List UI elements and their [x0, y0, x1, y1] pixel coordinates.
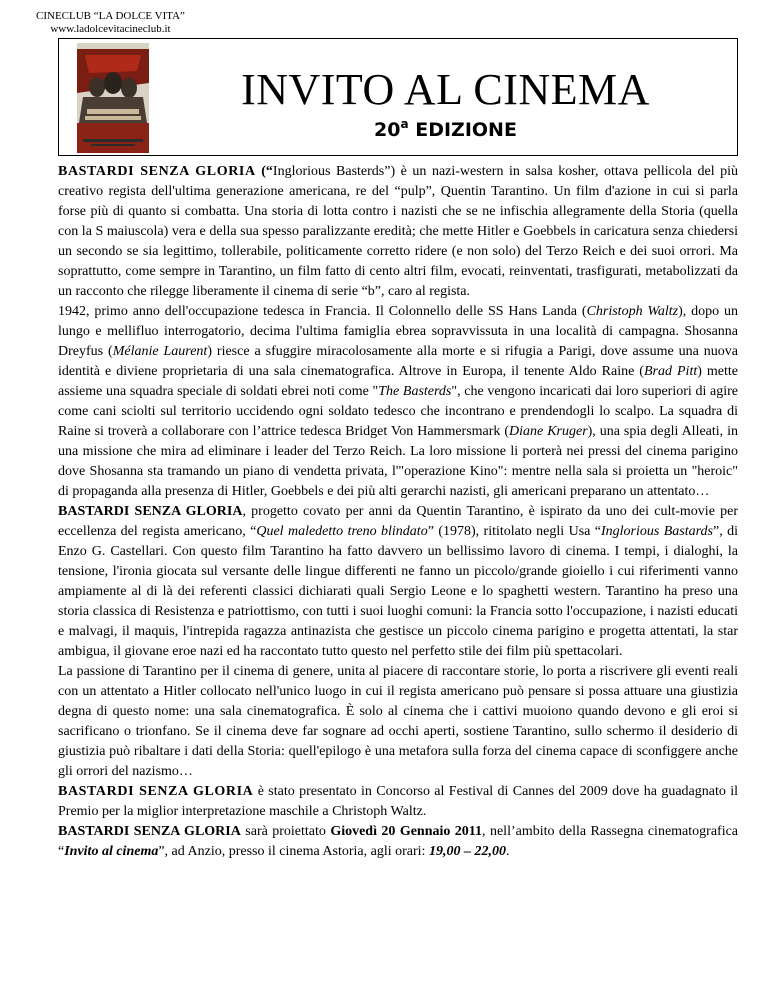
screening-times: 19,00 – 22,00 — [428, 844, 506, 859]
actor-name: Brad Pitt — [643, 364, 698, 379]
paragraph-text: , nell’ambito della Rassegna cinematografica “ — [58, 824, 739, 859]
edition-number: 20 — [374, 119, 401, 141]
referenced-film: Quel maledetto treno blindato — [256, 524, 428, 539]
screening-date: Giovedì 20 Gennaio 2011 — [330, 824, 483, 839]
paragraph-text: ” (1978), ritit​olato negli Usa “ — [427, 524, 601, 539]
paragraph-text: sarà proiettato — [240, 824, 331, 839]
article-body — [58, 162, 738, 862]
plot-text: ), dopo un lungo e mellifluo interrogatorio, decima l'ultima famiglia ebrea sopravvissuta in una località di campagna. Shosanna Dreyfus ( — [58, 304, 738, 359]
club-website: www.ladolcevitacineclub.it — [50, 23, 171, 35]
paragraph-text: , progetto covato per anni da Quentin Tarantino, è ispirato da uno dei cult-movie per eccellenza del regista americano, “ — [58, 504, 738, 539]
edition-word: EDIZIONE — [415, 119, 517, 141]
plot-text: ) mette assieme una squadra speciale di soldati ebrei noti come " — [58, 364, 738, 399]
club-header — [36, 10, 185, 36]
paragraph-text: è stato presentato in Concorso al Festival di Cannes del 2009 dove ha guadagnato il Premio per la miglior interpretazione maschile a Christoph Waltz. — [58, 784, 739, 819]
film-title: BASTARDI SENZA GLORIA — [58, 784, 254, 799]
edition-superscript: a — [400, 117, 409, 131]
paragraph-text: . — [505, 844, 510, 859]
paragraph-screening — [58, 822, 738, 862]
poster-graphic — [77, 43, 149, 153]
actor-name: Diane Kruger — [509, 424, 588, 439]
plot-text: ), una spia degli Alleati, in una missione che mira ad eliminare i leader del Terzo Reich. La loro missione li porterà nei pressi del cinema parigino dove Shosanna sta tramando un piano di vendetta privata, l'"operazione Kino": mentre nella sala si proietta un "heroic" di propaganda alla presenza di Hitler, Goebbels e dei più alti gerarchi nazisti, gli americani preparano un attentato… — [58, 424, 738, 499]
film-title: BASTARDI SENZA GLORIA — [58, 164, 256, 179]
film-title: BASTARDI SENZA GLORIA — [58, 504, 243, 519]
paragraph-intro — [58, 162, 738, 302]
paren-open: (“ — [255, 164, 273, 179]
film-title: BASTARDI SENZA GLORIA — [58, 824, 241, 839]
paragraph-text: ”) è un nazi-western in salsa kosher, ottava pellicola del più creativo regista dell'ultima generazione americana, re del “pulp”, Quentin Tarantino. Un film d'azione in cui si parla forse più di quanto si combatta. Una storia di lotta contro i nazisti che se ne infischia allegramente della Storia (quella con la S maiuscola) vera e della sua spesso paralizzante eredità; che mette Hitler e Goebbels in caricatura senza chiedersi un secondo se sia legittimo, tollerabile, politicamente corretto ridere (e non solo) del Terzo Reich e dei suoi orrori. Ma soprattutto, come sempre in Tarantino, un film fatto di cento altri film, evocati, reinventati, trasfigurati, metabolizzati da un racconto che rilegge liberamente il cinema di serie “b”, caro al regista. — [58, 164, 739, 299]
plot-text: ) riesce a sfuggire miracolosamente alla morte e si rifugia a Parigi, dove assume una nuova identità e diviene proprietaria di una sala cinematografica. Altrove in Europa, il tenente Aldo Raine ( — [58, 344, 739, 379]
festival-name: Invito al cinema — [64, 844, 159, 859]
original-title: Inglorious Basterds — [272, 164, 385, 179]
paragraph-text: ”, ad Anzio, presso il cinema Astoria, agli orari: — [158, 844, 429, 859]
plot-text: 1942, primo anno dell'occupazione tedesca in Francia. Il Colonnello delle SS Hans Landa ( — [58, 304, 587, 319]
title-box — [58, 38, 738, 156]
actor-name: Christoph Waltz — [586, 304, 679, 319]
actor-name: Mélanie Laurent — [112, 344, 208, 359]
group-name: The Basterds — [378, 384, 452, 399]
paragraph-cannes — [58, 782, 738, 822]
edition-label — [154, 113, 737, 141]
referenced-film: Inglorious Bastards — [600, 524, 713, 539]
paragraph-plot — [58, 302, 738, 502]
paragraph-passion: La passione di Tarantino per il cinema di genere, unita al piacere di raccontare storie, lo porta a riscrivere gli eventi reali con un attentato a Hitler collocato nell'unico luogo in cui il regista americano può pensare si possa attuare una giustizia degna di questo nome: una sala cinematografica. È solo al cinema che i cattivi muoiono quando devono e gli eroi si sacrificano o trionfano. Se il cinema deve far sognare ad occhi aperti, sostiene Tarantino, sullo schermo il desiderio di giustizia può ribaltare i dati della Storia: quell'epilogo è una metafora sulla forza del cinema capace di sconfiggere anche gli orrori del nazismo… — [58, 664, 738, 779]
plot-text: ", che vengono incaricati dai loro superiori di agire come cani sciolti sul territorio uccidendo ogni soldato tedesco che incontrano e prendendogli lo scalpo. La squadra di Raine si troverà a collaborare con l’attrice tedesca Bridget Von Hammersmark ( — [58, 384, 738, 439]
page-title: INVITO AL CINEMA — [241, 65, 650, 114]
club-name: CINECLUB “LA DOLCE VITA” — [36, 10, 185, 22]
paragraph-inspiration — [58, 502, 738, 662]
paragraph-text: ”, di Enzo G. Castellari. Con questo film Tarantino ha fatto davvero un bellissimo lavoro di cinema. I tempi, i dialoghi, la tensione, l'ironia giocata sul versante delle lingue differenti ne fanno un piccolo/grande gioiello i cui riferimenti vanno ampiamente al di là dei referenti classici dichiarati quali Sergio Leone e lo spaghetti western. Tarantino ha preso una storia classica di Resistenza e patriottismo, con tutti i suoi luoghi comuni: la Francia sotto l'occupazione, i nazisti educati e malvagi, il maquis, l'intrepida ragazza antinazista che gestisce un piccolo cinema parigino e progetta attentati, la star ambigua, il giovane eroe nazi ed ha raccontato tutto questo nel perfetto stile dei film più spettacolari. — [58, 524, 739, 659]
movie-poster-image — [77, 43, 149, 153]
